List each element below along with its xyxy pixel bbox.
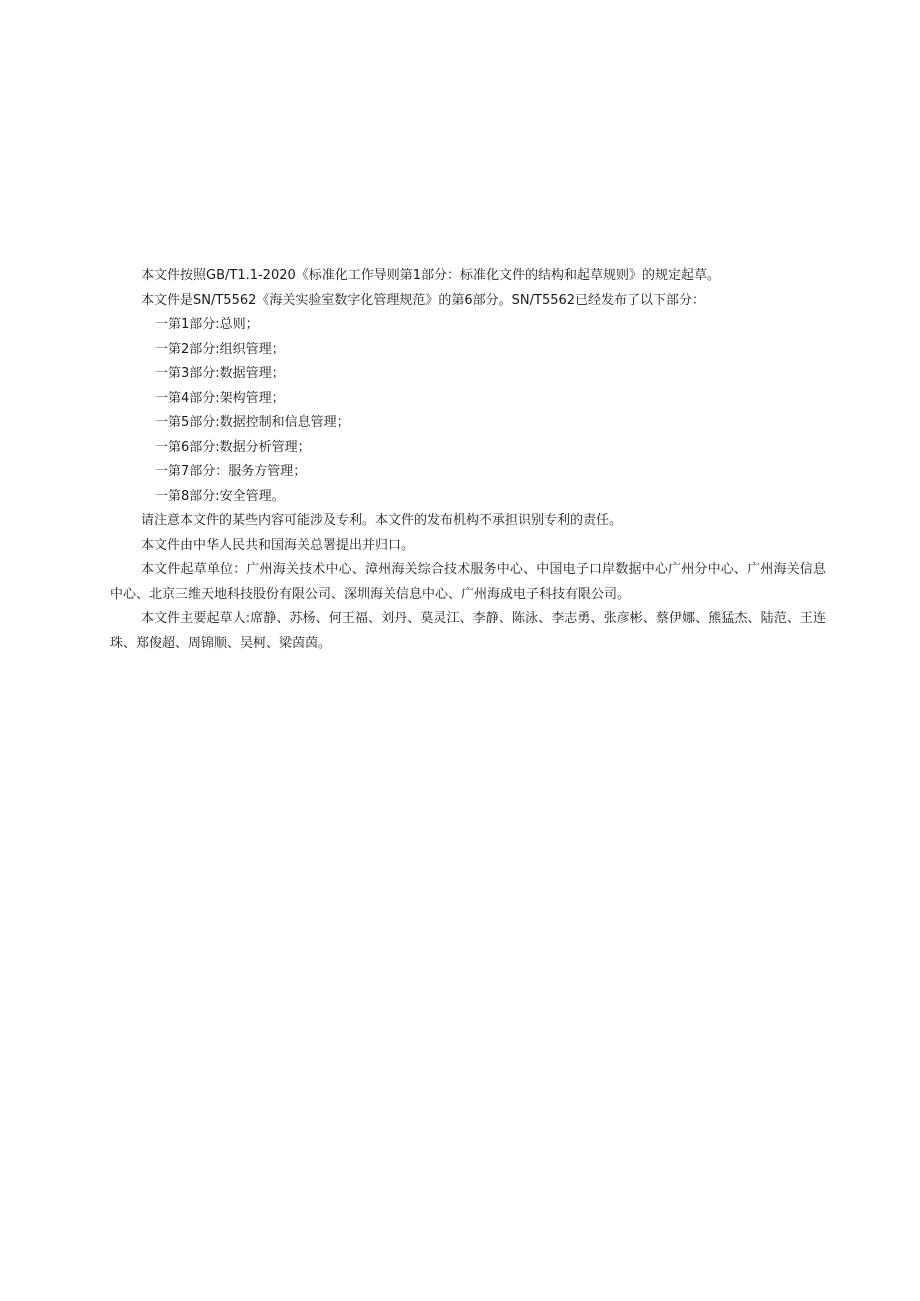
paragraph-drafting-rules: 本文件按照GB/T1.1-2020《标准化工作导则第1部分：标准化文件的结构和起草规则》的规定起草。 bbox=[141, 268, 721, 283]
paragraph-series-intro: 本文件是SN/T5562《海关实验室数字化管理规范》的第6部分。SN/T5562已经发布了以下部分： bbox=[141, 292, 706, 308]
list-item-part-2: 一第2部分:组织管理； bbox=[155, 341, 285, 357]
list-item-part-6: 一第6部分:数据分析管理； bbox=[155, 439, 311, 455]
paragraph-proposer: 本文件由中华人民共和国海关总署提出并归口。 bbox=[141, 537, 415, 553]
list-item-part-4: 一第4部分:架构管理； bbox=[155, 390, 285, 406]
list-item-part-5: 一第5部分:数据控制和信息管理； bbox=[155, 415, 350, 430]
list-item-part-8: 一第8部分:安全管理。 bbox=[155, 488, 285, 504]
paragraph-patent-notice: 请注意本文件的某些内容可能涉及专利。本文件的发布机构不承担识别专利的责任。 bbox=[141, 513, 623, 528]
list-item-part-3: 一第3部分:数据管理； bbox=[155, 366, 285, 381]
paragraph-drafters: 本文件主要起草人:席静、苏杨、何王福、刘丹、莫灵江、李静、陈泳、李志勇、张彦彬、蔡伊娜、熊猛杰、陆范、王连珠、郑俊超、周锦顺、吴柯、梁茵茵。 bbox=[110, 611, 826, 651]
list-item-part-7: 一第7部分：服务方管理； bbox=[155, 464, 307, 479]
paragraph-drafting-units: 本文件起草单位：广州海关技术中心、漳州海关综合技术服务中心、中国电子口岸数据中心广州分中心、广州海关信息中心、北京三维天地科技股份有限公司、深圳海关信息中心、广州海成电子科技有限公司。 bbox=[110, 562, 826, 602]
foreword-body bbox=[110, 264, 826, 656]
list-item-part-1: 一第1部分:总则； bbox=[155, 317, 259, 332]
